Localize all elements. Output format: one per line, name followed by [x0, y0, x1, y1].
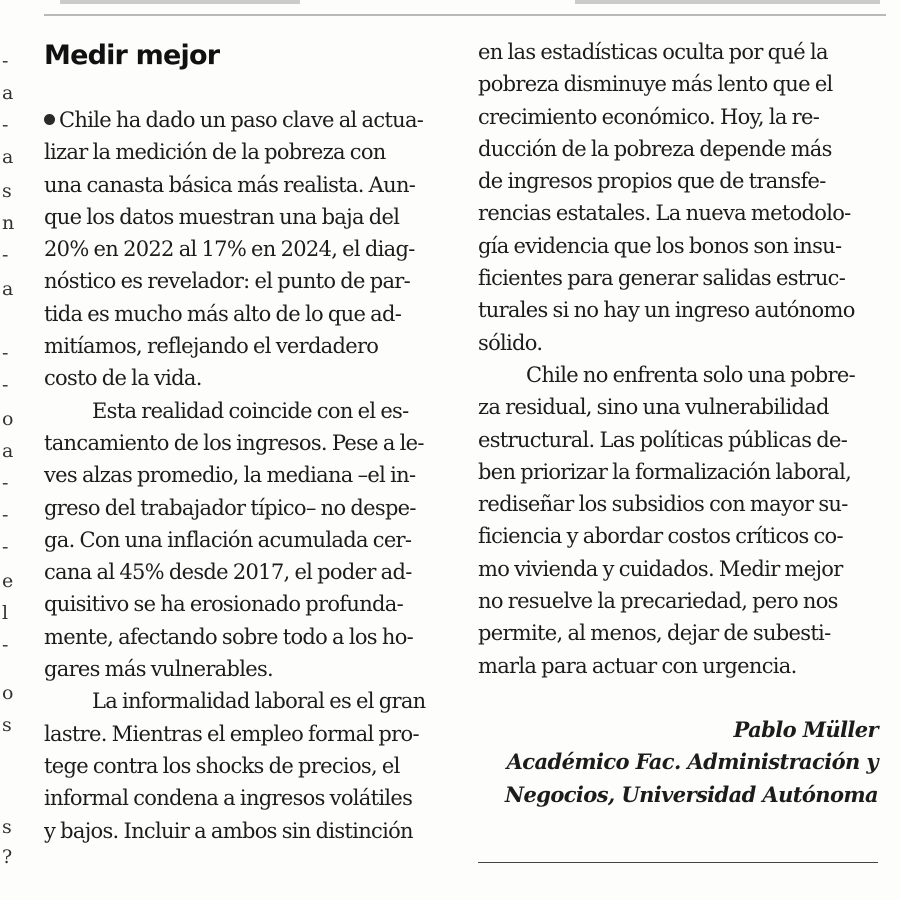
fragment: n	[2, 212, 15, 234]
text-line: lizar la medición de la pobreza con	[44, 140, 386, 165]
fragment: -	[2, 50, 9, 72]
fragment: a	[2, 440, 14, 462]
text-line: nóstico es revelador: el punto de par-	[44, 269, 411, 294]
text-line: ves alzas promedio, la mediana –el in-	[44, 463, 416, 488]
text-line: sólido.	[478, 330, 543, 355]
text-line: rediseñar los subsidios con mayor su-	[478, 492, 848, 517]
fragment: a	[2, 82, 14, 104]
fragment: a	[2, 146, 14, 168]
text-line: crecimiento económico. Hoy, la re-	[478, 104, 820, 129]
author-role-line-2: Negocios, Universidad Autónoma	[504, 781, 878, 807]
cropped-header-right	[575, 0, 880, 4]
top-divider	[44, 14, 886, 16]
text-line: Chile no enfrenta solo una pobre-	[526, 362, 856, 387]
text-line: una canasta básica más realista. Aun-	[44, 172, 416, 197]
fragment: o	[2, 682, 14, 704]
text-line: ficiencia y abordar costos críticos co-	[478, 524, 843, 549]
fragment: s	[2, 714, 12, 736]
text-line: informal condena a ingresos volátiles	[44, 786, 413, 811]
fragment: o	[2, 408, 14, 430]
text-line: permite, al menos, dejar de subesti-	[478, 621, 831, 646]
text-line: no resuelve la precariedad, pero nos	[478, 589, 838, 614]
text-line: de ingresos propios que de transfe-	[478, 169, 826, 194]
article-column-1	[44, 36, 446, 847]
fragment: -	[2, 536, 9, 558]
text-line: rencias estatales. La nueva metodolo-	[478, 201, 851, 226]
text-line: estructural. Las políticas públicas de-	[478, 427, 848, 452]
text-line: cana al 45% desde 2017, el poder ad-	[44, 560, 412, 585]
text-line: La informalidad laboral es el gran	[92, 689, 426, 714]
text-line: gía evidencia que los bonos son insu-	[478, 233, 842, 258]
text-line: en las estadísticas oculta por qué la	[478, 40, 828, 64]
bullet-icon	[44, 114, 55, 125]
fragment: l	[2, 602, 9, 624]
text-line: greso del trabajador típico– no despe-	[44, 495, 416, 520]
fragment: -	[2, 504, 9, 526]
fragment: -	[2, 244, 9, 266]
text-line: 20% en 2022 al 17% en 2024, el diag-	[44, 237, 415, 262]
fragment: -	[2, 472, 9, 494]
text-line: lastre. Mientras el empleo formal pro-	[44, 721, 419, 746]
fragment: -	[2, 634, 9, 656]
text-line: mente, afectando sobre todo a los ho-	[44, 624, 414, 649]
text-line: za residual, sino una vulnerabilidad	[478, 395, 829, 420]
adjacent-column-fragments	[0, 30, 16, 890]
text-line: tege contra los shocks de precios, el	[44, 753, 400, 778]
fragment: -	[2, 342, 9, 364]
cropped-header-left	[60, 0, 300, 4]
text-line: costo de la vida.	[44, 366, 202, 391]
text-line: que los datos muestran una baja del	[44, 204, 400, 229]
text-line: Chile ha dado un paso clave al actua-	[44, 104, 446, 136]
text-line: ficientes para generar salidas estruc-	[478, 266, 846, 291]
fragment: ?	[2, 846, 13, 868]
text-line: quisitivo se ha erosionado profunda-	[44, 592, 403, 617]
bottom-divider	[478, 862, 878, 863]
text-line: turales si no hay un ingreso autónomo	[478, 298, 855, 323]
text-line: ducción de la pobreza depende más	[478, 136, 832, 161]
text-line: ga. Con una inflación acumulada cer-	[44, 527, 412, 552]
author-role-line-1: Académico Fac. Administración y	[506, 749, 878, 775]
text-line: mo vivienda y cuidados. Medir mejor	[478, 556, 843, 581]
text-line: pobreza disminuye más lento que el	[478, 72, 833, 97]
author-name: Pablo Müller	[733, 716, 878, 742]
text-line: ben priorizar la formalización laboral,	[478, 459, 852, 484]
text-line: gares más vulnerables.	[44, 657, 274, 682]
fragment: e	[2, 570, 14, 592]
article-headline: Medir mejor	[44, 40, 220, 71]
text-line: tida es mucho más alto de lo que ad-	[44, 301, 402, 326]
fragment: s	[2, 816, 12, 838]
fragment: -	[2, 114, 9, 136]
text-line: marla para actuar con urgencia.	[478, 653, 797, 678]
text-line: y bajos. Incluir a ambos sin distinción	[44, 818, 413, 843]
text-line: Esta realidad coincide con el es-	[92, 398, 409, 423]
fragment: s	[2, 180, 12, 202]
article-column-2	[478, 36, 878, 811]
text-line: tancamiento de los ingresos. Pese a le-	[44, 430, 424, 455]
fragment: -	[2, 374, 9, 396]
fragment: a	[2, 278, 14, 300]
text-line: mitíamos, reflejando el verdadero	[44, 334, 379, 359]
